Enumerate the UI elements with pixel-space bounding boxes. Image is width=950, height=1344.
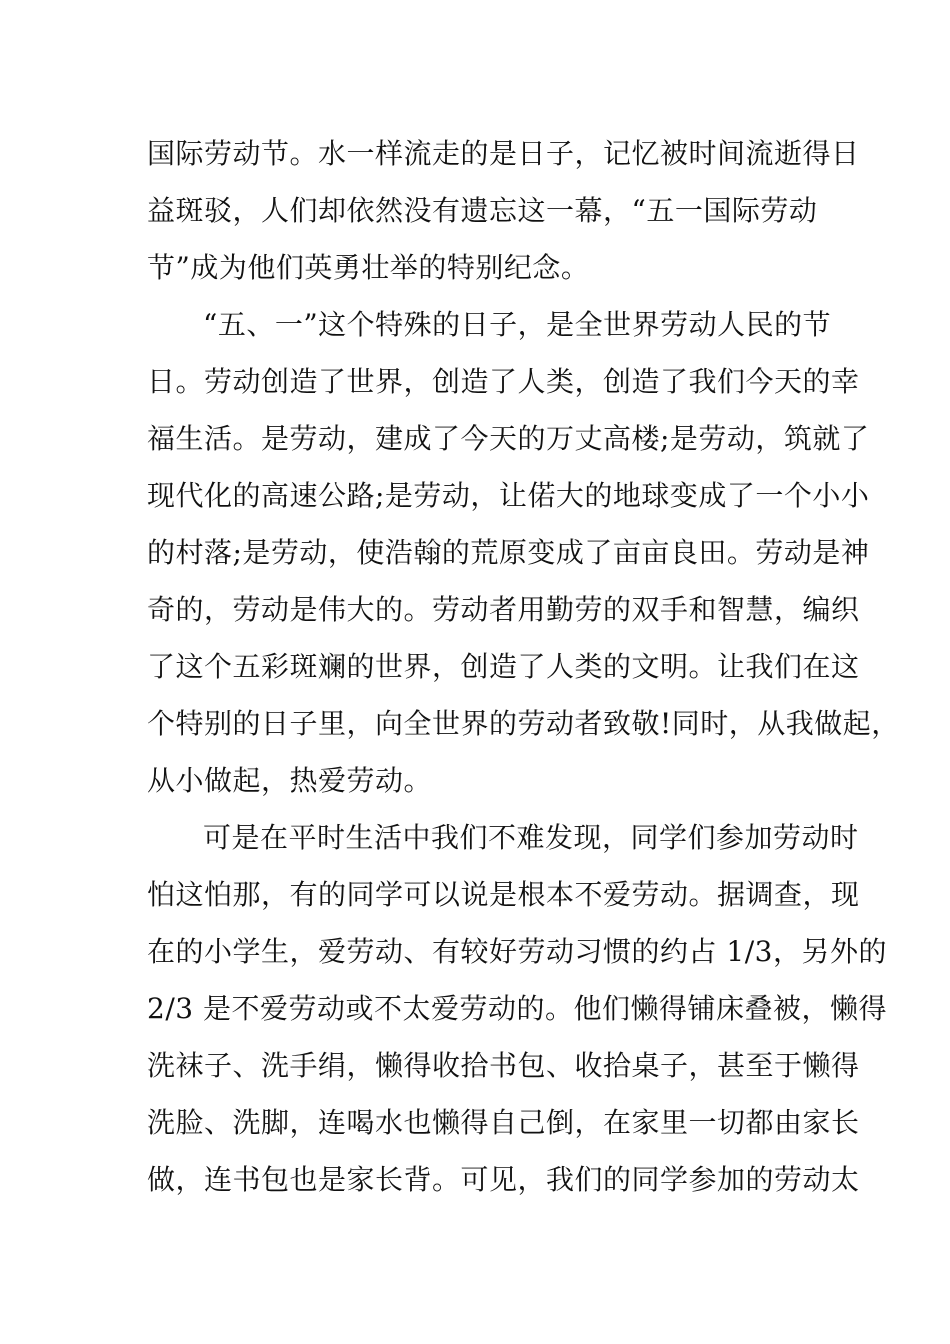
text-line: 了这个五彩斑斓的世界，创造了人类的文明。让我们在这 [147, 650, 860, 683]
text-line: 益斑驳，人们却依然没有遗忘这一幕，“五一国际劳动 [147, 194, 818, 227]
text-line: 日。劳动创造了世界，创造了人类，创造了我们今天的幸 [147, 365, 860, 398]
paragraph-first-line: 可是在平时生活中我们不难发现，同学们参加劳动时 [203, 821, 859, 854]
text-line: 的村落;是劳动，使浩翰的荒原变成了亩亩良田。劳动是神 [147, 536, 870, 569]
text-line: 国际劳动节。水一样流走的是日子，记忆被时间流逝得日 [147, 137, 860, 170]
text-line: 福生活。是劳动，建成了今天的万丈高楼;是劳动，筑就了 [147, 422, 870, 455]
text-line: 节”成为他们英勇壮举的特别纪念。 [147, 251, 590, 284]
paragraph-first-line: “五、一”这个特殊的日子，是全世界劳动人民的节 [203, 308, 832, 341]
text-line: 奇的，劳动是伟大的。劳动者用勤劳的双手和智慧，编织 [147, 593, 860, 626]
text-line: 个特别的日子里，向全世界的劳动者致敬!同时，从我做起， [147, 707, 900, 740]
text-line: 洗脸、洗脚，连喝水也懒得自己倒，在家里一切都由家长 [147, 1106, 860, 1139]
text-line: 洗袜子、洗手绢，懒得收拾书包、收拾桌子，甚至于懒得 [147, 1049, 860, 1082]
text-line: 现代化的高速公路;是劳动，让偌大的地球变成了一个小小 [147, 479, 870, 512]
text-line: 做，连书包也是家长背。可见，我们的同学参加的劳动太 [147, 1163, 860, 1196]
text-line: 从小做起，热爱劳动。 [147, 764, 433, 797]
text-line: 怕这怕那，有的同学可以说是根本不爱劳动。据调查，现 [147, 878, 860, 911]
text-line: 在的小学生，爱劳动、有较好劳动习惯的约占 1/3，另外的 [147, 935, 887, 968]
text-line: 2/3 是不爱劳动或不太爱劳动的。他们懒得铺床叠被，懒得 [147, 992, 887, 1025]
